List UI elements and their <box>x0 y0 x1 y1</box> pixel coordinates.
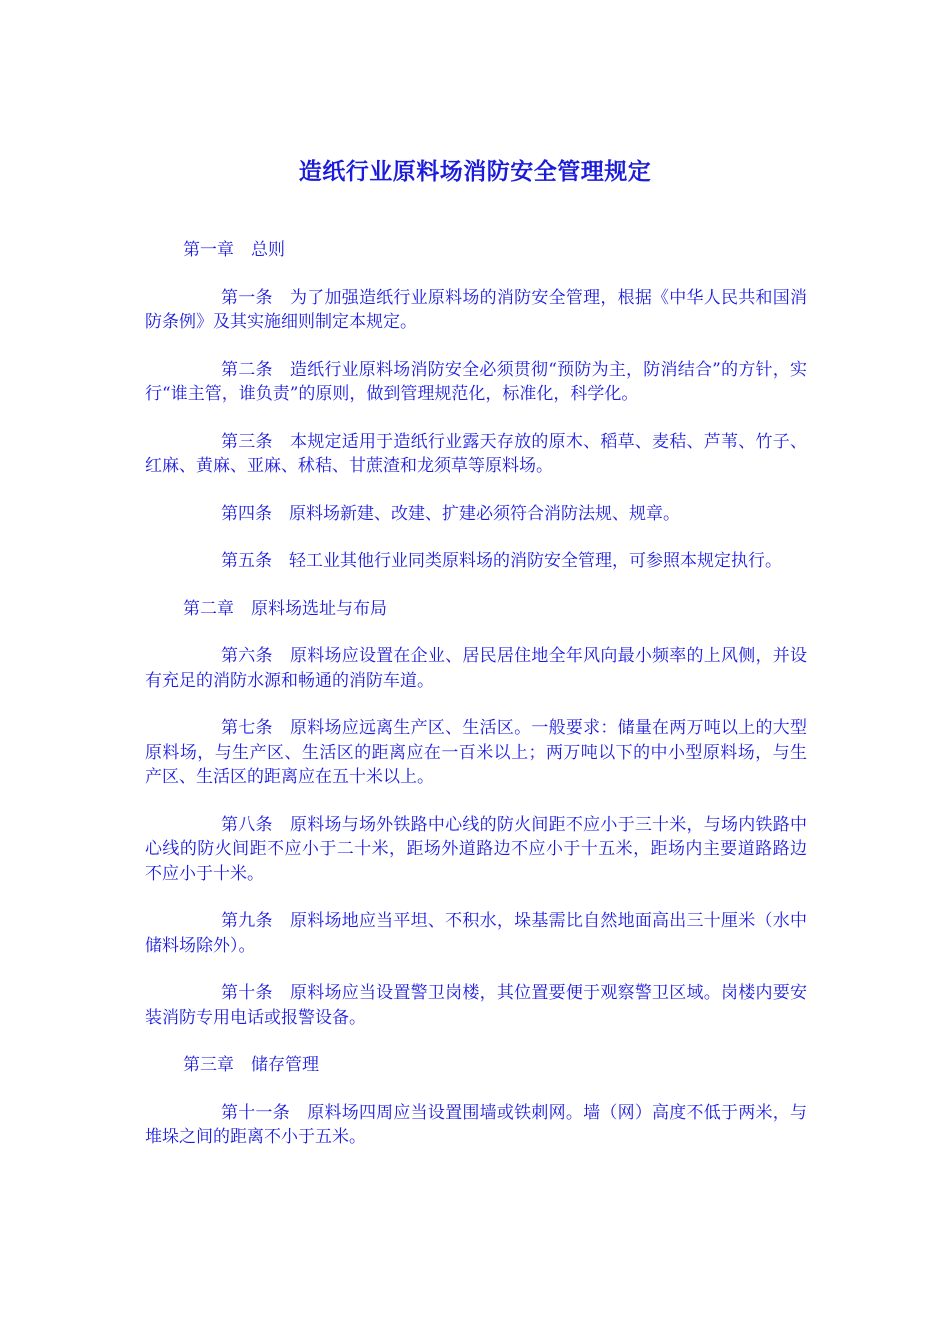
chapter-heading: 第一章 总则 <box>183 240 285 260</box>
chapter-heading: 第三章 储存管理 <box>183 1055 319 1075</box>
article-paragraph: 第三条 本规定适用于造纸行业露天存放的原木、稻草、麦秸、芦苇、竹子、红麻、黄麻、亚麻、秫秸、甘蔗渣和龙须草等原料场。 <box>145 431 807 476</box>
article-paragraph: 第十条 原料场应当设置警卫岗楼，其位置要便于观察警卫区域。岗楼内要安装消防专用电话或报警设备。 <box>145 983 807 1028</box>
chapter-heading: 第二章 原料场选址与布局 <box>183 598 387 619</box>
article-paragraph: 第六条 原料场应设置在企业、居民居住地全年风向最小频率的上风侧，并设有充足的消防水源和畅通的消防车道。 <box>145 646 807 691</box>
article-paragraph: 第二条 造纸行业原料场消防安全必须贯彻“预防为主，防消结合”的方针，实行“谁主管，谁负责”的原则，做到管理规范化，标准化，科学化。 <box>145 359 807 404</box>
article-paragraph: 第一条 为了加强造纸行业原料场的消防安全管理，根据《中华人民共和国消防条例》及其实施细则制定本规定。 <box>145 287 807 332</box>
article-paragraph: 第四条 原料场新建、改建、扩建必须符合消防法规、规章。 <box>221 503 680 524</box>
article-paragraph: 第八条 原料场与场外铁路中心线的防火间距不应小于三十米，与场内铁路中心线的防火间距不应小于二十米，距场外道路边不应小于十五米，距场内主要道路路边不应小于十米。 <box>145 814 807 884</box>
article-paragraph: 第五条 轻工业其他行业同类原料场的消防安全管理，可参照本规定执行。 <box>221 551 782 571</box>
document-title: 造纸行业原料场消防安全管理规定 <box>298 159 652 185</box>
article-paragraph: 第十一条 原料场四周应当设置围墙或铁刺网。墙（网）高度不低于两米，与堆垛之间的距离不小于五米。 <box>145 1102 807 1147</box>
document-body <box>145 238 807 1173</box>
article-paragraph: 第七条 原料场应远离生产区、生活区。一般要求：储量在两万吨以上的大型原料场，与生产区、生活区的距离应在一百米以上；两万吨以下的中小型原料场，与生产区、生活区的距离应在五十米以上。 <box>145 718 807 787</box>
article-paragraph: 第九条 原料场地应当平坦、不积水，垛基需比自然地面高出三十厘米（水中储料场除外）。 <box>145 911 807 956</box>
